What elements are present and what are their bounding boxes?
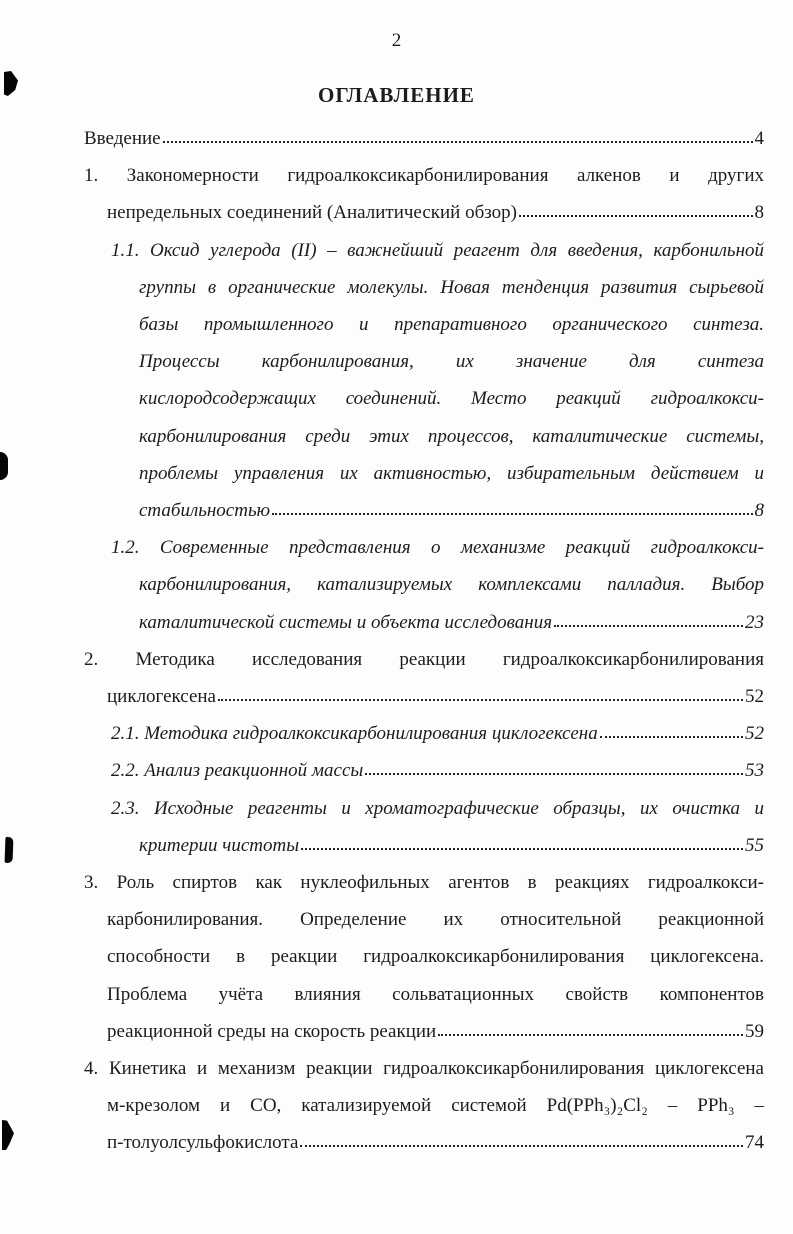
toc-page-ref: 8 bbox=[754, 500, 764, 522]
toc-page-ref: 52 bbox=[745, 723, 764, 745]
page-title: ОГЛАВЛЕНИЕ bbox=[318, 83, 475, 107]
toc-entry-text: стабильностью bbox=[139, 500, 270, 522]
toc-entry-lastline bbox=[111, 827, 764, 864]
toc-entry-line: 4. Кинетика и механизм реакции гидроалкоксикарбонилирования циклогексена bbox=[84, 1058, 764, 1080]
toc-entry-line: базы промышленного и препаративного органического синтеза. bbox=[139, 314, 764, 336]
toc-entry-line: группы в органические молекулы. Новая тенденция развития сырьевой bbox=[139, 276, 764, 298]
ink-smudge-3 bbox=[5, 837, 14, 863]
toc-entry-line: 1. Закономерности гидроалкоксикарбонилирования алкенов и других bbox=[84, 165, 764, 187]
toc-entry-text: критерии чистоты bbox=[139, 834, 300, 856]
dot-leader bbox=[519, 215, 753, 217]
toc-entry-line: 2. Методика исследования реакции гидроалкоксикарбонилирования bbox=[84, 648, 764, 670]
toc-entry bbox=[111, 752, 764, 789]
toc-entry-line: кислородсодержащих соединений. Место реакций гидроалкокси- bbox=[139, 388, 764, 410]
toc-entry-line: 3. Роль спиртов как нуклеофильных агентов в реакциях гидроалкокси- bbox=[84, 872, 764, 894]
toc-entry-lastline bbox=[84, 678, 764, 715]
toc-entry-text: реакционной среды на скорость реакции bbox=[107, 1020, 437, 1042]
toc-entry-text: 2.1. Методика гидроалкоксикарбонилирования циклогексена bbox=[111, 723, 598, 745]
toc-entry-text: п-толуолсульфокислота bbox=[107, 1132, 299, 1154]
toc-page-ref: 52 bbox=[745, 686, 764, 708]
toc-entry-text: Введение bbox=[84, 128, 161, 149]
dot-leader bbox=[300, 1145, 743, 1147]
dot-leader bbox=[438, 1034, 743, 1036]
dot-leader bbox=[554, 625, 743, 627]
toc-entry-lastline bbox=[111, 715, 764, 752]
toc-page-ref: 53 bbox=[745, 760, 764, 782]
toc-entry-lastline bbox=[111, 604, 764, 641]
toc-entry-line: способности в реакции гидроалкоксикарбонилирования циклогексена. bbox=[107, 946, 764, 968]
toc-page-ref: 55 bbox=[745, 834, 764, 856]
toc-page-ref: 74 bbox=[745, 1132, 764, 1154]
toc-entry bbox=[84, 1050, 764, 1162]
toc-entry-line: карбонилирования среди этих процессов, каталитические системы, bbox=[139, 425, 764, 447]
toc-entry-text: каталитической системы и объекта исследования bbox=[139, 611, 553, 633]
toc-entry bbox=[111, 232, 764, 530]
toc-page-ref: 4 bbox=[754, 128, 764, 149]
toc-entry-lastline bbox=[111, 752, 764, 789]
page-number: 2 bbox=[391, 30, 402, 51]
ink-smudge-4 bbox=[2, 1120, 14, 1150]
toc-entry-line: Проблема учёта влияния сольватационных свойств компонентов bbox=[107, 983, 764, 1005]
toc-entry-line: 1.2. Современные представления о механизме реакций гидроалкокси- bbox=[111, 537, 764, 559]
toc-list bbox=[84, 120, 764, 1162]
dot-leader bbox=[301, 848, 743, 850]
toc-entry-lastline bbox=[84, 1013, 764, 1050]
toc-entry-lastline bbox=[84, 194, 764, 231]
toc-page-ref: 59 bbox=[745, 1020, 764, 1042]
toc-entry-text: 2.2. Анализ реакционной массы bbox=[111, 760, 364, 782]
toc-page-ref: 23 bbox=[745, 611, 764, 633]
toc-entry-line: 2.3. Исходные реагенты и хроматографические образцы, их очистка и bbox=[111, 797, 764, 819]
toc-entry bbox=[84, 864, 764, 1050]
toc-entry bbox=[111, 529, 764, 641]
dot-leader bbox=[365, 773, 743, 775]
dot-leader bbox=[272, 513, 753, 515]
toc-entry bbox=[84, 641, 764, 715]
ink-smudge-2 bbox=[0, 452, 8, 480]
toc-entry-line: карбонилирования. Определение их относительной реакционной bbox=[107, 909, 764, 931]
toc-entry-text: непредельных соединений (Аналитический обзор) bbox=[107, 202, 517, 224]
toc-page-ref: 8 bbox=[754, 202, 764, 224]
toc-entry-line: 1.1. Оксид углерода (II) – важнейший реагент для введения, карбонильной bbox=[111, 239, 764, 261]
toc-entry-line: Процессы карбонилирования, их значение для синтеза bbox=[139, 351, 764, 373]
dot-leader bbox=[218, 699, 743, 701]
toc-entry-line: карбонилирования, катализируемых комплексами палладия. Выбор bbox=[139, 574, 764, 596]
dot-leader bbox=[600, 736, 743, 738]
toc-entry-line: м-крезолом и CO, катализируемой системой Pd(PPh₃)₂Cl₂ – PPh₃ – bbox=[107, 1095, 764, 1117]
toc-entry-line: проблемы управления их активностью, избирательным действием и bbox=[139, 462, 764, 484]
toc-entry bbox=[111, 790, 764, 864]
toc-entry-lastline bbox=[111, 492, 764, 529]
toc-entry-text: циклогексена bbox=[107, 686, 216, 708]
toc-entry bbox=[111, 715, 764, 752]
toc-entry bbox=[84, 120, 764, 157]
toc-entry-lastline bbox=[84, 120, 764, 157]
toc-entry-lastline bbox=[84, 1124, 764, 1161]
dot-leader bbox=[163, 141, 753, 143]
toc-entry bbox=[84, 157, 764, 231]
